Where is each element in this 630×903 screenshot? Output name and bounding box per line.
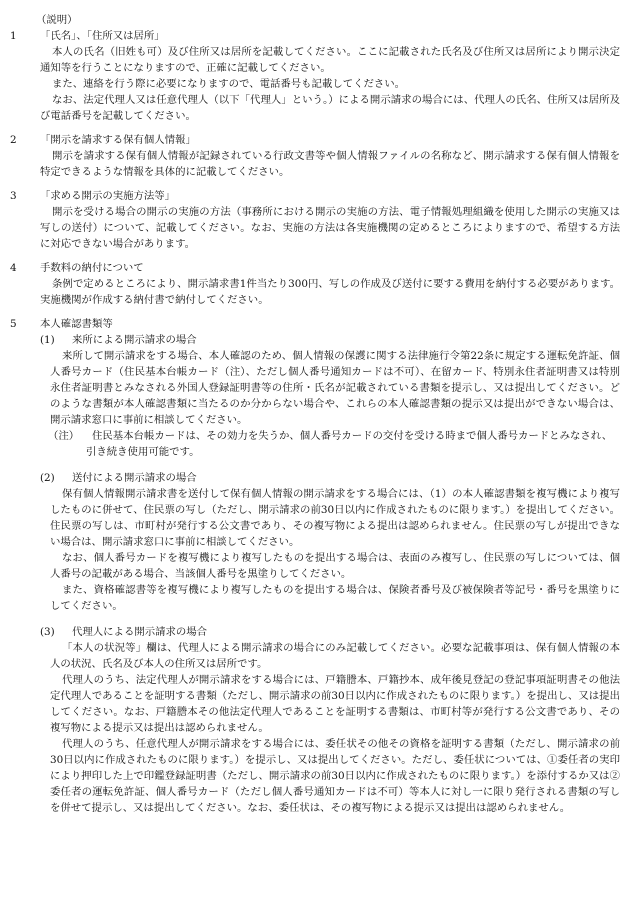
paragraph: 開示を受ける場合の開示の実施の方法（事務所における開示の実施の方法、電子情報処理組織を使用した開示の実施又は写しの送付）について、記載してください。なお、実施の方法は各実施機関の定めるところによりますので、希望する方法に対応できない場合があります。	[40, 206, 620, 250]
paragraph: 代理人のうち、任意代理人が開示請求をする場合には、委任状その他その資格を証明する書類（ただし、開示請求の前30日以内に作成されたものに限ります。）を提示し、又は提出してください。ただし、委任状については、①委任者の実印により押印した上で印鑑登録証明書（ただし、開示請求の前30日以内に作成されたものに限ります。）を添付するか又は②委任者の運転免許証、個人番号カード（ただし個人番号通知カードは不可）等本人に対し一に限り発行される書類の写しを併せて提示し、又は提出してください。なお、委任状は、その複写物による提示又は提出は認められません。	[50, 738, 620, 814]
section-heading	[10, 132, 620, 148]
section-4	[10, 260, 620, 308]
note-text: 住民基本台帳カードは、その効力を失うか、個人番号カードの交付を受ける時まで個人番号カードとみなされ、引き続き使用可能です。	[86, 430, 613, 458]
paragraph: 本人の氏名（旧姓も可）及び住所又は居所を記載してください。ここに記載された氏名及び住所又は居所により開示決定通知等を行うことになりますので、正確に記載してください。	[40, 46, 620, 74]
paragraph: 代理人のうち、法定代理人が開示請求をする場合には、戸籍謄本、戸籍抄本、成年後見登記の登記事項証明書その他法定代理人であることを証明する書類（ただし、開示請求の前30日以内に作成されたものに限ります。）を提出し、又は提出してください。なお、戸籍謄本その他法定代理人であることを証明する書類は、市町村等が発行する公文書であり、その複写物による提示又は提出は認められません。	[50, 674, 620, 734]
section-3	[10, 188, 620, 252]
subsection-3	[10, 624, 620, 816]
paragraph: また、資格確認書等を複写機により複写したものを提出する場合は、保険者番号及び被保険者等記号・番号を黒塗りにしてください。	[50, 584, 620, 612]
section-5	[10, 316, 620, 816]
subsection-title: 来所による開示請求の場合	[72, 334, 197, 346]
paragraph: 「本人の状況等」欄は、代理人による開示請求の場合にのみ記載してください。必要な記載事項は、保有個人情報の本人の状況、氏名及び本人の住所又は居所です。	[50, 642, 620, 670]
subsection-title: 送付による開示請求の場合	[72, 472, 197, 484]
section-number: 5	[10, 318, 17, 330]
paragraph: 開示を請求する保有個人情報が記録されている行政文書等や個人情報ファイルの名称など、開示請求する保有個人情報を特定できるような情報を具体的に記載してください。	[40, 150, 620, 178]
subsection-number: (2)	[40, 472, 55, 484]
paragraph: 条例で定めるところにより、開示請求書1件当たり300円、写しの作成及び送付に要する費用を納付する必要があります。実施機関が作成する納付書で納付してください。	[40, 278, 620, 306]
section-2	[10, 132, 620, 180]
doc-title: （説明）	[36, 14, 78, 26]
section-title: 手数料の納付について	[40, 262, 144, 274]
section-heading	[10, 316, 620, 332]
subsection-number: (3)	[40, 626, 55, 638]
subsection-heading	[10, 332, 620, 348]
section-title: 「氏名」、「住所又は居所」	[40, 30, 165, 42]
section-number: 3	[10, 190, 17, 202]
section-title: 「開示を請求する保有個人情報」	[40, 134, 196, 146]
section-title: 本人確認書類等	[40, 318, 113, 330]
subsection-number: (1)	[40, 334, 55, 346]
subsection-2	[10, 470, 620, 614]
section-number: 1	[10, 30, 17, 42]
section-number: 2	[10, 134, 17, 146]
note-label: （注）	[48, 430, 80, 442]
section-1	[10, 28, 620, 124]
section-heading	[10, 260, 620, 276]
subsection-1	[10, 332, 620, 460]
subsection-title: 代理人による開示請求の場合	[72, 626, 208, 638]
note	[36, 428, 620, 460]
paragraph: 来所して開示請求をする場合、本人確認のため、個人情報の保護に関する法律施行令第22条に規定する運転免許証、個人番号カード（住民基本台帳カード（注）、ただし個人番号通知カードは不可）、在留カード、特別永住者証明書又は特別永住者証明書とみなされる外国人登録証明書等の住所・氏名が記載されている書類を提示し、又は提出してください。どのような書類が本人確認書類に当たるのか分からない場合や、これらの本人確認書類の提示又は提出ができない場合は、開示請求窓口に事前に相談してください。	[50, 350, 620, 426]
section-heading	[10, 28, 620, 44]
paragraph: また、連絡を行う際に必要になりますので、電話番号も記載してください。	[52, 78, 406, 90]
paragraph: なお、法定代理人又は任意代理人（以下「代理人」という。）による開示請求の場合には、代理人の氏名、住所又は居所及び電話番号を記載してください。	[40, 94, 620, 122]
paragraph: なお、個人番号カードを複写機により複写したものを提出する場合は、表面のみ複写し、住民票の写しについては、個人番号の記載がある場合、当該個人番号を黒塗りしてください。	[50, 552, 620, 580]
paragraph: 保有個人情報開示請求書を送付して保有個人情報の開示請求をする場合には、（1）の本人確認書類を複写機により複写したものに併せて、住民票の写し（ただし、開示請求の前30日以内に作成されたものに限ります。）を提出してください。住民票の写しは、市町村が発行する公文書であり、その複写物による提出は認められません。住民票の写しが提出できない場合は、開示請求窓口に事前に相談してください。	[50, 488, 620, 548]
section-number: 4	[10, 262, 17, 274]
subsection-heading	[10, 624, 620, 640]
subsection-heading	[10, 470, 620, 486]
section-title: 「求める開示の実施方法等」	[40, 190, 176, 202]
section-heading	[10, 188, 620, 204]
